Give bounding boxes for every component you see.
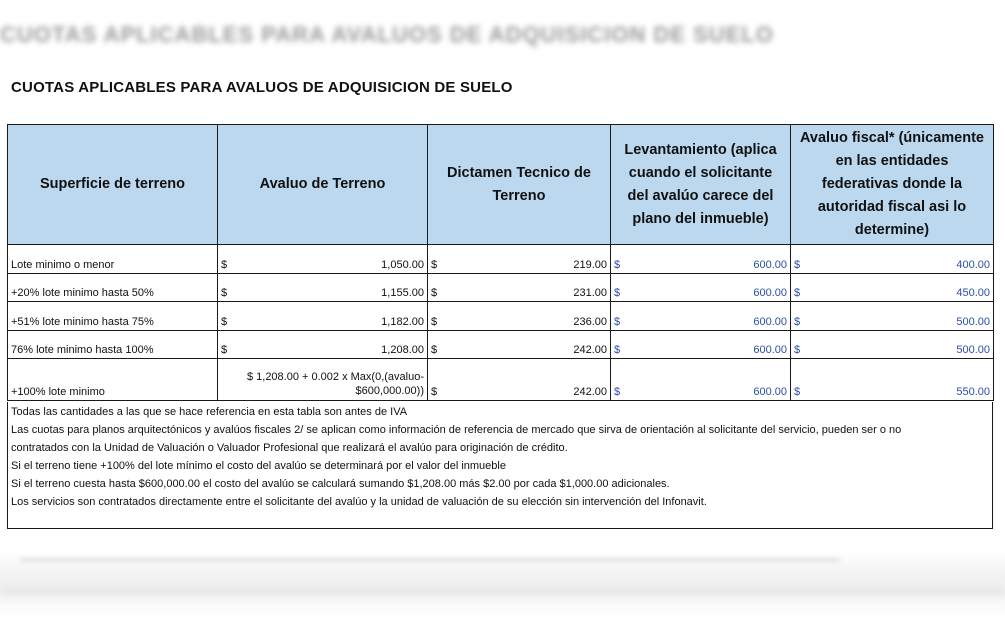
currency-symbol: $ <box>794 315 801 328</box>
note-line: Si el terreno cuesta hasta $600,000.00 el costo del avalúo se calculará sumando $1,208.00 más $2.00 por cada $1,000.00 adicionales. <box>11 478 670 490</box>
header-avaluo: Avaluo de Terreno <box>218 125 428 245</box>
currency-symbol: $ <box>221 315 228 328</box>
currency-symbol: $ <box>614 287 621 299</box>
value: 231.00 <box>573 287 607 299</box>
currency-symbol: $ <box>794 344 801 356</box>
cell-avaluo <box>218 245 428 274</box>
cell-dictamen <box>428 245 611 274</box>
currency-symbol: $ <box>794 258 801 271</box>
value: 450.00 <box>956 287 990 299</box>
value: 500.00 <box>956 344 990 356</box>
header-superficie: Superficie de terreno <box>8 125 218 245</box>
note-line: Las cuotas para planos arquitectónicos y avalúos fiscales 2/ se aplican como información de referencia de mercado que sirva de orientación al solicitante del servicio, pueden ser o no <box>11 424 902 436</box>
cell-fiscal <box>791 245 994 274</box>
header-dictamen: Dictamen Tecnico de Terreno <box>428 125 611 245</box>
cell-levantamiento <box>611 359 791 401</box>
value: 242.00 <box>573 344 607 356</box>
currency-symbol: $ <box>614 386 621 398</box>
cell-fiscal <box>791 359 994 401</box>
blurred-line <box>20 558 840 562</box>
formula-line-2: $600,000.00)) <box>355 385 424 397</box>
currency-symbol: $ <box>614 315 621 328</box>
cell-fiscal <box>791 330 994 359</box>
header-avaluo-fiscal: Avaluo fiscal* (únicamente en las entidades federativas donde la autoridad fiscal asi lo determine) <box>791 125 994 245</box>
currency-symbol: $ <box>794 386 801 398</box>
value: 236.00 <box>573 315 607 328</box>
table-notes <box>7 402 993 529</box>
note-line: Los servicios son contratados directamente entre el solicitante del avalúo y la unidad de valuación de su elección sin intervención del Infonavit. <box>11 496 707 508</box>
currency-symbol: $ <box>221 287 228 299</box>
cell-levantamiento <box>611 273 791 302</box>
currency-symbol: $ <box>431 344 438 356</box>
value: 550.00 <box>956 386 990 398</box>
cell-levantamiento <box>611 302 791 331</box>
currency-symbol: $ <box>431 315 438 328</box>
currency-symbol: $ <box>431 258 438 271</box>
table-row <box>8 245 994 274</box>
cell-dictamen <box>428 273 611 302</box>
cell-levantamiento <box>611 330 791 359</box>
cell-superficie: +100% lote minimo <box>8 359 218 401</box>
currency-symbol: $ <box>614 344 621 356</box>
cell-avaluo <box>218 302 428 331</box>
cell-avaluo <box>218 330 428 359</box>
value: 400.00 <box>956 258 990 271</box>
cell-dictamen <box>428 302 611 331</box>
currency-symbol: $ <box>221 258 228 271</box>
value: 1,208.00 <box>381 344 424 356</box>
currency-symbol: $ <box>794 287 801 299</box>
value: 600.00 <box>753 287 787 299</box>
cell-superficie: 76% lote minimo hasta 100% <box>8 330 218 359</box>
table-row <box>8 330 994 359</box>
note-line: contratados con la Unidad de Valuación o Valuador Profesional que realizará el avalúo para originación de crédito. <box>11 442 568 454</box>
header-levantamiento: Levantamiento (aplica cuando el solicitante del avalúo carece del plano del inmueble) <box>611 125 791 245</box>
table-row <box>8 359 994 401</box>
page-title: CUOTAS APLICABLES PARA AVALUOS DE ADQUISICION DE SUELO <box>11 79 513 96</box>
value: 600.00 <box>753 344 787 356</box>
note-line: Todas las cantidades a las que se hace referencia en esta tabla son antes de IVA <box>11 406 408 418</box>
currency-symbol: $ <box>614 258 621 271</box>
table-row <box>8 273 994 302</box>
value: 242.00 <box>573 386 607 398</box>
cell-avaluo-formula <box>218 359 428 401</box>
table-row <box>8 302 994 331</box>
blurred-heading: CUOTAS APLICABLES PARA AVALUOS DE ADQUISICION DE SUELO <box>0 22 774 47</box>
currency-symbol: $ <box>431 287 438 299</box>
cell-dictamen <box>428 359 611 401</box>
value: 500.00 <box>956 315 990 328</box>
blurred-line <box>0 586 1005 596</box>
table-header-row <box>8 125 994 245</box>
currency-symbol: $ <box>221 344 228 356</box>
value: 1,155.00 <box>381 287 424 299</box>
value: 600.00 <box>753 258 787 271</box>
cell-superficie: Lote minimo o menor <box>8 245 218 274</box>
cell-avaluo <box>218 273 428 302</box>
cell-dictamen <box>428 330 611 359</box>
cell-superficie: +51% lote minimo hasta 75% <box>8 302 218 331</box>
value: 219.00 <box>573 258 607 271</box>
value: 1,050.00 <box>381 258 424 271</box>
note-line: Si el terreno tiene +100% del lote mínimo el costo del avalúo se determinará por el valor del inmueble <box>11 460 506 472</box>
value: 1,182.00 <box>381 315 424 328</box>
page-footer-shadow <box>0 550 1005 620</box>
cell-fiscal <box>791 302 994 331</box>
fees-table <box>7 124 994 401</box>
value: 600.00 <box>753 315 787 328</box>
formula-line-1: $ 1,208.00 + 0.002 x Max(0,(avaluo- <box>246 371 424 383</box>
value: 600.00 <box>753 386 787 398</box>
currency-symbol: $ <box>431 386 438 398</box>
cell-levantamiento <box>611 245 791 274</box>
cell-superficie: +20% lote minimo hasta 50% <box>8 273 218 302</box>
cell-fiscal <box>791 273 994 302</box>
